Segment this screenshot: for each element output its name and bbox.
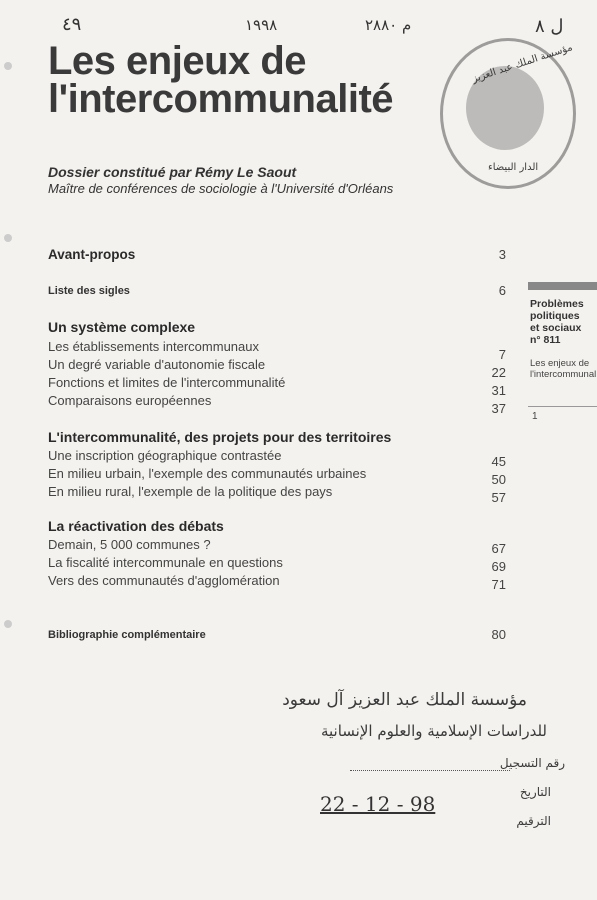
- toc-item: [48, 554, 506, 572]
- series-line: Problèmes: [530, 298, 584, 310]
- toc-item-page: 45: [491, 454, 506, 469]
- toc-item-label: Une inscription géographique contrastée: [48, 448, 282, 463]
- dossier-author: Dossier constitué par Rémy Le Saout: [48, 164, 297, 180]
- toc-item-label: En milieu urbain, l'exemple des communautés urbaines: [48, 466, 367, 481]
- toc-item-label: Fonctions et limites de l'intercommunalité: [48, 375, 286, 390]
- sidebar-rule: [528, 406, 597, 407]
- series-line: politiques: [530, 310, 580, 322]
- toc-section-title: La réactivation des débats: [48, 518, 224, 534]
- toc-sigles-label: Liste des sigles: [48, 285, 130, 297]
- toc-item: [48, 338, 506, 362]
- toc-item-label: La fiscalité intercommunale en questions: [48, 555, 283, 570]
- title-line-2: l'intercommunalité: [48, 77, 394, 121]
- toc-item-page: 69: [491, 559, 506, 574]
- toc-section-1: [48, 317, 506, 416]
- handwritten-code: ل ٨: [535, 16, 564, 37]
- toc-item-label: Comparaisons européennes: [48, 393, 212, 408]
- stamp-top-text: مؤسسة الملك عبد العزيز: [470, 42, 574, 85]
- handwritten-accession: م ٢٨٨٠: [365, 16, 412, 34]
- library-stamp-line2: للدراسات الإسلامية والعلوم الإنسانية: [320, 722, 547, 740]
- punch-hole: [4, 234, 12, 242]
- toc-item-page: 71: [491, 577, 506, 592]
- sidebar-short-title: [530, 358, 597, 380]
- toc-biblio-label: Bibliographie complémentaire: [48, 629, 206, 641]
- toc-item-label: Les établissements intercommunaux: [48, 339, 259, 354]
- toc-item-label: Demain, 5 000 communes ?: [48, 537, 211, 552]
- handwritten-year: ١٩٩٨: [245, 16, 278, 34]
- toc-biblio: [48, 626, 506, 644]
- short-title-line: l'intercommunal: [530, 369, 597, 380]
- toc-item: [48, 374, 506, 398]
- library-stamp-line3: رقم التسجيل: [499, 756, 565, 770]
- toc-sigles: [48, 282, 506, 300]
- toc-item-label: En milieu rural, l'exemple de la politique des pays: [48, 484, 333, 499]
- toc-item-label: Un degré variable d'autonomie fiscale: [48, 357, 266, 372]
- library-stamp-line1: مؤسسة الملك عبد العزيز آل سعود: [282, 690, 527, 710]
- toc-item-page: 31: [491, 383, 506, 398]
- toc-item-label: Vers des communautés d'agglomération: [48, 573, 280, 588]
- library-stamp-line5: الترقيم: [516, 814, 551, 828]
- toc-sigles-page: 6: [498, 283, 506, 298]
- sidebar-page-number: 1: [532, 411, 538, 422]
- toc-section-title: L'intercommunalité, des projets pour des territoires: [48, 429, 392, 445]
- author-role: Maître de conférences de sociologie à l'Université d'Orléans: [48, 181, 394, 196]
- toc-item: [48, 483, 506, 505]
- toc-item-page: 7: [498, 347, 506, 362]
- toc-item-page: 57: [491, 490, 506, 505]
- registration-date: 22 - 12 - 98: [320, 792, 436, 816]
- toc-item: [48, 572, 506, 590]
- handwritten-number: ٤٩: [62, 14, 82, 35]
- toc-item: [48, 536, 506, 554]
- toc-item-page: 50: [491, 472, 506, 487]
- toc-item: [48, 356, 506, 380]
- registration-dotted-line: [350, 770, 510, 771]
- toc-avant-propos-page: 3: [498, 247, 506, 262]
- toc-item: [48, 392, 506, 416]
- toc-item-page: 67: [491, 541, 506, 556]
- punch-hole: [4, 62, 12, 70]
- toc-avant-propos-label: Avant-propos: [48, 247, 136, 262]
- stamp-bottom-text: الدار البيضاء: [488, 162, 539, 173]
- library-stamp-line4: التاريخ: [519, 785, 551, 799]
- series-label: [530, 298, 597, 346]
- sidebar-bar: [528, 282, 597, 290]
- punch-hole: [4, 620, 12, 628]
- toc-avant-propos: [48, 246, 506, 264]
- title-line-1: Les enjeux de: [48, 39, 307, 83]
- toc-item-page: 22: [491, 365, 506, 380]
- short-title-line: Les enjeux de: [530, 358, 590, 369]
- toc-section-title: Un système complexe: [48, 319, 196, 335]
- toc-section-2: [48, 427, 506, 505]
- series-line: et sociaux: [530, 322, 582, 334]
- toc-item-page: 37: [491, 401, 506, 416]
- toc-item: [48, 465, 506, 487]
- page-title: [48, 39, 394, 121]
- toc-section-3: [48, 516, 506, 590]
- toc-biblio-page: 80: [491, 627, 506, 642]
- toc-item: [48, 447, 506, 469]
- series-number: n° 811: [530, 334, 561, 346]
